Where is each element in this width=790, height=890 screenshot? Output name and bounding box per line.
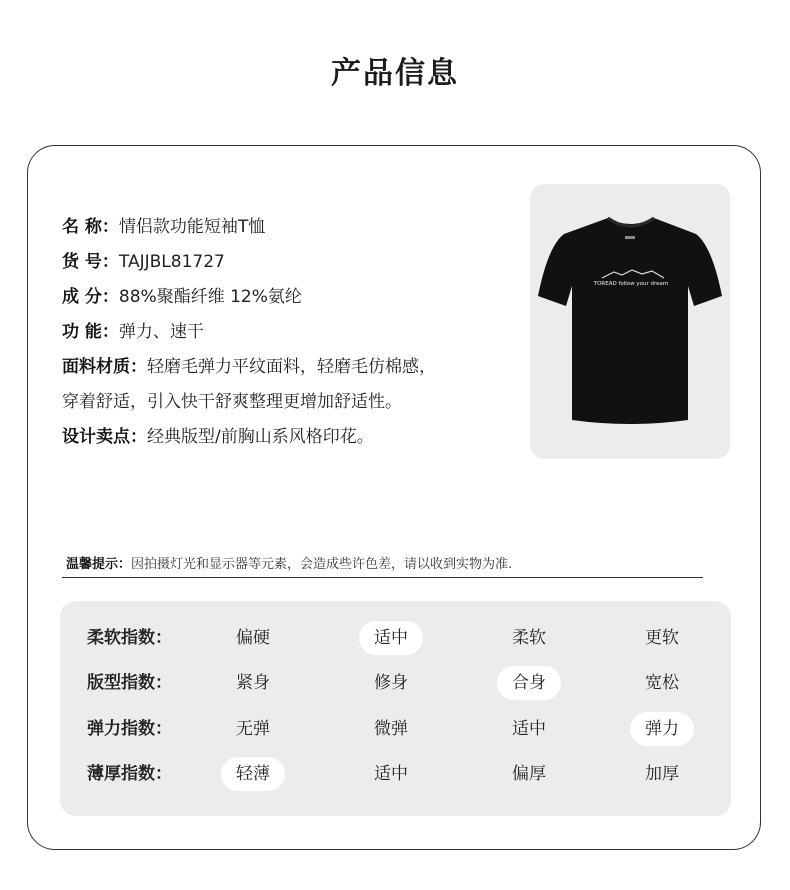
sku-value: TAJJBL81727 bbox=[118, 252, 225, 272]
index-label: 柔软指数： bbox=[87, 628, 172, 648]
design-label: 设计卖点： bbox=[62, 427, 147, 447]
design-value: 经典版型/前胸山系风格印花。 bbox=[147, 427, 374, 447]
index-option: 无弹 bbox=[236, 719, 270, 739]
index-option: 微弹 bbox=[374, 719, 408, 739]
index-option: 修身 bbox=[374, 673, 408, 693]
index-option: 紧身 bbox=[236, 673, 270, 693]
index-option: 更软 bbox=[645, 628, 679, 648]
info-row-composition bbox=[62, 280, 452, 315]
product-photo bbox=[530, 184, 730, 459]
info-row-design bbox=[62, 420, 452, 455]
index-label: 薄厚指数： bbox=[87, 764, 172, 784]
index-label: 弹力指数： bbox=[87, 719, 172, 739]
product-info-list bbox=[62, 210, 452, 455]
index-label: 版型指数： bbox=[87, 673, 172, 693]
sku-label: 货 号： bbox=[62, 252, 119, 272]
tshirt-illustration bbox=[530, 184, 730, 459]
index-option: 加厚 bbox=[645, 764, 679, 784]
print-text: TOREAD follow your dream bbox=[593, 281, 669, 287]
page-title: 产品信息 bbox=[331, 56, 459, 91]
index-row bbox=[60, 666, 731, 700]
index-option-selected: 轻薄 bbox=[221, 757, 285, 791]
index-option: 偏厚 bbox=[512, 764, 546, 784]
index-option: 适中 bbox=[374, 764, 408, 784]
function-label: 功 能： bbox=[62, 322, 119, 342]
index-option-selected: 适中 bbox=[359, 621, 423, 655]
info-row-name bbox=[62, 210, 452, 245]
index-option: 柔软 bbox=[512, 628, 546, 648]
index-option: 宽松 bbox=[645, 673, 679, 693]
tshirt-body bbox=[538, 218, 722, 424]
composition-value: 88%聚酯纤维 12%氨纶 bbox=[118, 287, 302, 307]
function-value: 弹力、速干 bbox=[118, 322, 204, 342]
index-row bbox=[60, 621, 731, 655]
index-option: 偏硬 bbox=[236, 628, 270, 648]
fabric-value: 轻磨毛弹力平纹面料，轻磨毛仿棉感，穿着舒适，引入快干舒爽整理更增加舒适性。 bbox=[62, 357, 436, 412]
index-option-selected: 弹力 bbox=[630, 712, 694, 746]
notice-divider bbox=[62, 577, 703, 578]
index-table bbox=[60, 601, 731, 816]
info-row-fabric bbox=[62, 350, 452, 420]
index-row bbox=[60, 757, 731, 791]
tshirt-neck-label bbox=[625, 236, 635, 239]
name-label: 名 称： bbox=[62, 217, 119, 237]
info-row-function bbox=[62, 315, 452, 350]
notice-text: 因拍摄灯光和显示器等元素，会造成些许色差，请以收到实物为准. bbox=[131, 557, 513, 572]
index-row bbox=[60, 712, 731, 746]
info-row-sku bbox=[62, 245, 452, 280]
composition-label: 成 分： bbox=[62, 287, 119, 307]
index-option: 适中 bbox=[512, 719, 546, 739]
fabric-label: 面料材质： bbox=[62, 357, 147, 377]
notice-label: 温馨提示： bbox=[66, 557, 132, 572]
notice bbox=[66, 553, 512, 572]
index-option-selected: 合身 bbox=[497, 666, 561, 700]
name-value: 情侣款功能短袖T恤 bbox=[118, 217, 266, 237]
